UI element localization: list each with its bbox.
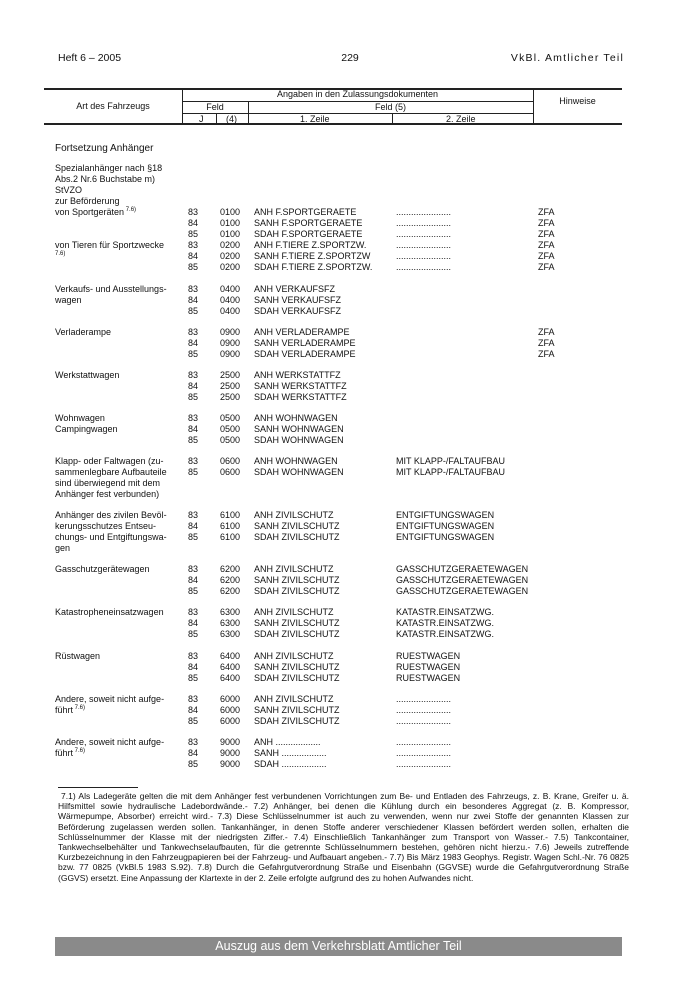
cell-j: 85 xyxy=(188,673,199,683)
cell-j: 85 xyxy=(188,586,199,596)
cell-j: 83 xyxy=(188,413,199,423)
cell-vehicle-type: führt $^{7.6)}$ xyxy=(55,748,86,758)
cell-vehicle-type: zur Beförderung xyxy=(55,196,120,206)
cell-zeile1: SANH ZIVILSCHUTZ xyxy=(254,521,340,531)
col-header-angaben: Angaben in den Zulassungsdokumenten xyxy=(276,89,439,99)
cell-zeile1: ANH ZIVILSCHUTZ xyxy=(254,607,334,617)
cell-code: 6300 xyxy=(220,618,241,628)
cell-zeile1: ANH .................. xyxy=(254,737,321,747)
cell-j: 83 xyxy=(188,510,199,520)
cell-zeile2: RUESTWAGEN xyxy=(396,651,461,661)
cell-code: 6300 xyxy=(220,607,241,617)
cell-vehicle-type: sammenlegbare Aufbauteile xyxy=(55,467,167,477)
cell-j: 83 xyxy=(188,737,199,747)
cell-zeile1: SANH ZIVILSCHUTZ xyxy=(254,618,340,628)
cell-code: 6200 xyxy=(220,564,241,574)
cell-j: 85 xyxy=(188,532,199,542)
cell-code: 9000 xyxy=(220,759,241,769)
cell-code: 0600 xyxy=(220,456,241,466)
cell-j: 83 xyxy=(188,607,199,617)
cell-code: 6200 xyxy=(220,586,241,596)
cell-zeile1: SANH WOHNWAGEN xyxy=(254,424,344,434)
cell-zeile2: KATASTR.EINSATZWG. xyxy=(396,618,495,628)
cell-vehicle-type: von Sportgeräten $^{7.6)}$ xyxy=(55,207,137,217)
cell-vehicle-type: Andere, soweit nicht aufge- xyxy=(55,694,165,704)
cell-zeile2: GASSCHUTZGERAETEWAGEN xyxy=(396,586,529,596)
cell-zeile2: GASSCHUTZGERAETEWAGEN xyxy=(396,564,529,574)
cell-code: 0100 xyxy=(220,218,241,228)
footnote-ref: 7.6) xyxy=(73,705,86,711)
cell-zeile1: SDAH F.TIERE Z.SPORTZW. xyxy=(254,262,373,272)
cell-hinweis: ZFA xyxy=(538,207,555,217)
cell-vehicle-type: Klapp- oder Faltwagen (zu- xyxy=(55,456,164,466)
cell-j: 84 xyxy=(188,662,199,672)
col-header-hinweise: Hinweise xyxy=(559,96,596,106)
cell-vehicle-type: Werkstattwagen xyxy=(55,370,120,380)
cell-zeile2: ENTGIFTUNGSWAGEN xyxy=(396,521,495,531)
col-header-zeile2: 2. Zeile xyxy=(446,114,476,124)
cell-zeile2: KATASTR.EINSATZWG. xyxy=(396,629,495,639)
cell-hinweis: ZFA xyxy=(538,327,555,337)
cell-zeile2: ENTGIFTUNGSWAGEN xyxy=(396,532,495,542)
cell-j: 84 xyxy=(188,424,199,434)
cell-zeile1: SANH ZIVILSCHUTZ xyxy=(254,705,340,715)
bottom-banner: Auszug aus dem Verkehrsblatt Amtlicher Teil xyxy=(55,937,622,956)
cell-vehicle-type: Rüstwagen xyxy=(55,651,101,661)
footnote-rule xyxy=(58,787,138,788)
cell-vehicle-type: Abs.2 Nr.6 Buchstabe m) xyxy=(55,174,156,184)
cell-hinweis: ZFA xyxy=(538,218,555,228)
cell-code: 6400 xyxy=(220,673,241,683)
col-header-zeile1: 1. Zeile xyxy=(300,114,330,124)
cell-zeile1: SANH ZIVILSCHUTZ xyxy=(254,575,340,585)
footnote-ref: 7.6) xyxy=(124,207,137,213)
cell-zeile2: RUESTWAGEN xyxy=(396,673,461,683)
cell-zeile1: SDAH F.SPORTGERAETE xyxy=(254,229,363,239)
cell-code: 0400 xyxy=(220,284,241,294)
cell-code: 2500 xyxy=(220,392,241,402)
cell-zeile1: SDAH ZIVILSCHUTZ xyxy=(254,716,340,726)
cell-zeile1: SANH .................. xyxy=(254,748,327,758)
header-divider-hinweise xyxy=(533,88,534,124)
cell-zeile1: SDAH WERKSTATTFZ xyxy=(254,392,347,402)
cell-hinweis: ZFA xyxy=(538,262,555,272)
cell-vehicle-type: Gasschutzgerätewagen xyxy=(55,564,150,574)
cell-zeile1: SDAH VERLADERAMPE xyxy=(254,349,356,359)
cell-code: 0200 xyxy=(220,240,241,250)
cell-j: 85 xyxy=(188,759,199,769)
cell-hinweis: ZFA xyxy=(538,338,555,348)
cell-j: 83 xyxy=(188,651,199,661)
cell-vehicle-type: Verkaufs- und Ausstellungs- xyxy=(55,284,167,294)
cell-code: 6400 xyxy=(220,651,241,661)
cell-zeile2: ...................... xyxy=(396,251,452,261)
cell-code: 0900 xyxy=(220,349,241,359)
cell-vehicle-type: Wohnwagen xyxy=(55,413,105,423)
col-header-j: J xyxy=(199,114,204,124)
cell-j: 85 xyxy=(188,435,199,445)
cell-j: 83 xyxy=(188,694,199,704)
cell-zeile1: SANH VERLADERAMPE xyxy=(254,338,356,348)
cell-zeile1: SANH ZIVILSCHUTZ xyxy=(254,662,340,672)
cell-j: 85 xyxy=(188,467,199,477)
cell-zeile1: SDAH WOHNWAGEN xyxy=(254,467,344,477)
cell-code: 6300 xyxy=(220,629,241,639)
cell-zeile2: ...................... xyxy=(396,207,452,217)
cell-zeile1: ANH ZIVILSCHUTZ xyxy=(254,694,334,704)
cell-vehicle-type xyxy=(55,251,65,262)
cell-j: 84 xyxy=(188,251,199,261)
cell-hinweis: ZFA xyxy=(538,349,555,359)
cell-j: 83 xyxy=(188,456,199,466)
cell-vehicle-type: chungs- und Entgiftungswa- xyxy=(55,532,167,542)
cell-code: 0500 xyxy=(220,413,241,423)
cell-zeile2: ...................... xyxy=(396,716,452,726)
col-header-4: (4) xyxy=(226,114,237,124)
cell-vehicle-type: kerungsschutzes Entseu- xyxy=(55,521,157,531)
cell-vehicle-type: StVZO xyxy=(55,185,83,195)
header-divider-j xyxy=(216,113,217,124)
cell-j: 85 xyxy=(188,629,199,639)
cell-code: 6400 xyxy=(220,662,241,672)
cell-code: 0200 xyxy=(220,251,241,261)
cell-code: 6100 xyxy=(220,521,241,531)
cell-code: 9000 xyxy=(220,737,241,747)
cell-j: 84 xyxy=(188,575,199,585)
header-divider-zeile xyxy=(392,113,393,124)
footnote-ref: 7.6) xyxy=(55,251,66,257)
footnote-text: 7.1) Als Ladegeräte gelten die mit dem Anhänger fest verbundenen Vorrichtungen zum Be- und Entladen des Fahrzeugs, z. B. Krane, Greifer u. ä. Hilfsmittel sowie hydraulische Ladebordwände.- 7.2) Anhänger, bei denen die Kühlung durch ein besonderes Aggregat (z. B. Kompressor, Wärmepumpe, Absorber) erreicht wird.- 7.3) Diese Schlüsselnummer ist auch zu verwenden, wenn nur zwei Stoffe der genannten Klassen zur Beförderung zugelassen werden sollen. Tankanhänger, in denen Stoffe anderer verschiedener Klassen befördert werden sollen, erhalten die Schlüsselnummer der Klasse mit der niedrigsten Ziffer.- 7.4) Einschließlich Tankanhänger zum Transport von Wasser.- 7.5) Tankcontainer, Tankwechselbehälter und Tankwechselaufbauten, für die getrennte Schlüsselnummern bestehen, gehören nicht hierzu.- 7.6) Jeweils zutreffende Kurzbezeichnung in den Fahrzeugpapieren bei der Fahrzeug- und Aufbauart angeben.- 7.7) Bis März 1983 Geophys. Registr. Wagen Schl.-Nr. 76 0825 bzw. 77 0825 (VkBl.5 1983 S.92). 7.8) Durch die Gefahrgutverordnung Straße und Eisenbahn (GGVSE) wurde die Gefahrgutverordnung Straße (GGVS) ersetzt. Eine Anpassung der Klartexte in der 2. Zeile erfolgte aufgrund des zu hohen Aufwandes nicht. xyxy=(58,791,629,883)
cell-zeile2: GASSCHUTZGERAETEWAGEN xyxy=(396,575,529,585)
cell-code: 0500 xyxy=(220,424,241,434)
cell-code: 0400 xyxy=(220,295,241,305)
cell-j: 84 xyxy=(188,218,199,228)
cell-vehicle-type: wagen xyxy=(55,295,82,305)
cell-code: 0100 xyxy=(220,207,241,217)
cell-zeile1: ANH WERKSTATTFZ xyxy=(254,370,341,380)
col-header-feld5: Feld (5) xyxy=(374,102,406,112)
cell-j: 85 xyxy=(188,349,199,359)
cell-code: 6000 xyxy=(220,705,241,715)
col-header-feld: Feld xyxy=(206,102,224,112)
cell-j: 84 xyxy=(188,521,199,531)
cell-code: 6100 xyxy=(220,532,241,542)
cell-zeile1: SANH F.SPORTGERAETE xyxy=(254,218,363,228)
cell-zeile1: ANH ZIVILSCHUTZ xyxy=(254,651,334,661)
cell-zeile1: SDAH ZIVILSCHUTZ xyxy=(254,586,340,596)
cell-j: 83 xyxy=(188,564,199,574)
cell-vehicle-type: Andere, soweit nicht aufge- xyxy=(55,737,165,747)
cell-j: 85 xyxy=(188,392,199,402)
cell-j: 84 xyxy=(188,295,199,305)
cell-hinweis: ZFA xyxy=(538,251,555,261)
cell-code: 0900 xyxy=(220,327,241,337)
cell-vehicle-type: Anhänger des zivilen Bevöl- xyxy=(55,510,167,520)
cell-vehicle-type: Campingwagen xyxy=(55,424,118,434)
cell-j: 83 xyxy=(188,207,199,217)
cell-zeile1: ANH WOHNWAGEN xyxy=(254,413,338,423)
cell-vehicle-type: Verladerampe xyxy=(55,327,112,337)
page-number: 229 xyxy=(341,52,359,64)
cell-zeile2: ...................... xyxy=(396,218,452,228)
cell-vehicle-type: gen xyxy=(55,543,71,553)
cell-j: 85 xyxy=(188,716,199,726)
cell-code: 6000 xyxy=(220,716,241,726)
cell-zeile1: ANH F.TIERE Z.SPORTZW. xyxy=(254,240,367,250)
cell-j: 84 xyxy=(188,338,199,348)
cell-zeile2: ...................... xyxy=(396,705,452,715)
cell-zeile1: ANH F.SPORTGERAETE xyxy=(254,207,357,217)
cell-vehicle-type: führt $^{7.6)}$ xyxy=(55,705,86,715)
cell-j: 84 xyxy=(188,381,199,391)
cell-j: 83 xyxy=(188,327,199,337)
cell-zeile2: ...................... xyxy=(396,262,452,272)
cell-j: 84 xyxy=(188,618,199,628)
cell-hinweis: ZFA xyxy=(538,229,555,239)
section-title: Fortsetzung Anhänger xyxy=(55,143,154,154)
cell-zeile2: ...................... xyxy=(396,748,452,758)
page-header-right: VkBl. Amtlicher Teil xyxy=(510,52,624,64)
cell-zeile2: ...................... xyxy=(396,759,452,769)
cell-zeile1: SDAH ZIVILSCHUTZ xyxy=(254,629,340,639)
cell-vehicle-type: Spezialanhänger nach §18 xyxy=(55,163,163,173)
cell-code: 0100 xyxy=(220,229,241,239)
cell-j: 83 xyxy=(188,370,199,380)
cell-j: 83 xyxy=(188,284,199,294)
cell-code: 6200 xyxy=(220,575,241,585)
cell-code: 0500 xyxy=(220,435,241,445)
cell-code: 2500 xyxy=(220,381,241,391)
cell-code: 0200 xyxy=(220,262,241,272)
cell-hinweis: ZFA xyxy=(538,240,555,250)
cell-j: 84 xyxy=(188,705,199,715)
cell-zeile1: SDAH WOHNWAGEN xyxy=(254,435,344,445)
cell-code: 6100 xyxy=(220,510,241,520)
footnote-ref: 7.6) xyxy=(73,748,86,754)
cell-zeile2: ...................... xyxy=(396,737,452,747)
cell-code: 0400 xyxy=(220,306,241,316)
cell-zeile1: ANH ZIVILSCHUTZ xyxy=(254,510,334,520)
cell-zeile2: MIT KLAPP-/FALTAUFBAU xyxy=(396,467,506,477)
cell-zeile2: ENTGIFTUNGSWAGEN xyxy=(396,510,495,520)
cell-code: 0900 xyxy=(220,338,241,348)
cell-code: 6000 xyxy=(220,694,241,704)
cell-zeile1: SANH VERKAUFSFZ xyxy=(254,295,342,305)
cell-zeile2: ...................... xyxy=(396,694,452,704)
col-header-art: Art des Fahrzeugs xyxy=(76,101,150,111)
cell-zeile2: ...................... xyxy=(396,229,452,239)
cell-zeile2: MIT KLAPP-/FALTAUFBAU xyxy=(396,456,506,466)
cell-zeile1: SDAH ZIVILSCHUTZ xyxy=(254,673,340,683)
table-header-bottom-rule xyxy=(44,123,622,125)
cell-code: 0600 xyxy=(220,467,241,477)
cell-zeile2: RUESTWAGEN xyxy=(396,662,461,672)
cell-code: 9000 xyxy=(220,748,241,758)
cell-zeile1: SDAH VERKAUFSFZ xyxy=(254,306,342,316)
cell-zeile2: KATASTR.EINSATZWG. xyxy=(396,607,495,617)
cell-zeile1: SDAH .................. xyxy=(254,759,327,769)
cell-vehicle-type: Anhänger fest verbunden) xyxy=(55,489,160,499)
cell-j: 85 xyxy=(188,306,199,316)
cell-j: 84 xyxy=(188,748,199,758)
cell-j: 85 xyxy=(188,262,199,272)
cell-zeile1: ANH VERKAUFSFZ xyxy=(254,284,336,294)
cell-vehicle-type: sind überwiegend mit dem xyxy=(55,478,161,488)
cell-zeile1: ANH VERLADERAMPE xyxy=(254,327,350,337)
page-header-left: Heft 6 – 2005 xyxy=(58,52,122,64)
cell-vehicle-type: von Tieren für Sportzwecke xyxy=(55,240,165,250)
cell-zeile1: ANH ZIVILSCHUTZ xyxy=(254,564,334,574)
cell-zeile1: SANH WERKSTATTFZ xyxy=(254,381,347,391)
cell-zeile2: ...................... xyxy=(396,240,452,250)
cell-j: 85 xyxy=(188,229,199,239)
cell-vehicle-type: Katastropheneinsatzwagen xyxy=(55,607,164,617)
cell-zeile1: SDAH ZIVILSCHUTZ xyxy=(254,532,340,542)
cell-code: 2500 xyxy=(220,370,241,380)
cell-j: 83 xyxy=(188,240,199,250)
cell-zeile1: ANH WOHNWAGEN xyxy=(254,456,338,466)
cell-zeile1: SANH F.TIERE Z.SPORTZW xyxy=(254,251,371,261)
